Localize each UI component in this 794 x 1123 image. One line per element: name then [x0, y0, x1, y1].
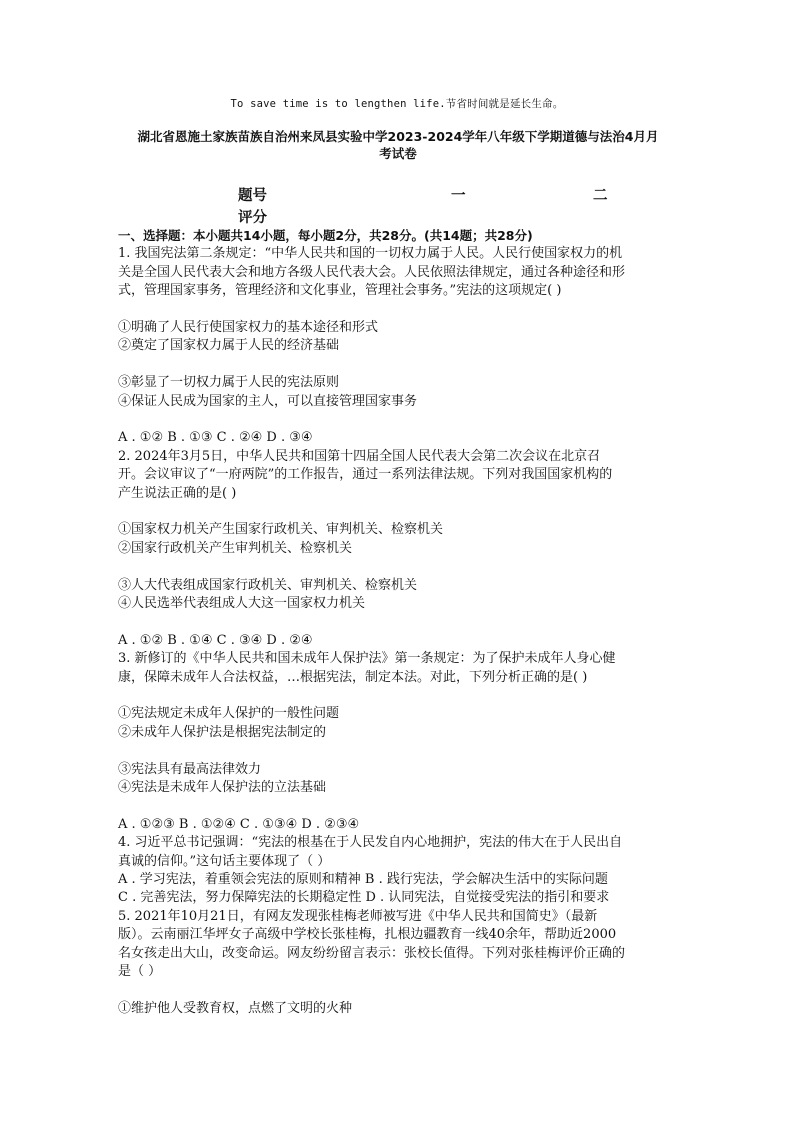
- exam-title: [118, 128, 678, 162]
- question-line: 真诚的信仰。”这句话主要体现了（ ）: [118, 853, 331, 869]
- blank-line: [118, 687, 678, 705]
- question-line: ②国家行政机关产生审判机关、检察机关: [118, 540, 353, 556]
- question-line: 4. 习近平总书记强调：“宪法的根基在于人民发自内心地拥护，宪法的伟大在于人民出自: [118, 835, 623, 851]
- question-line: ①宪法规定未成年人保护的一般性问题: [118, 706, 340, 722]
- question-line: 式，管理国家事务，管理经济和文化事业，管理社会事务。”宪法的这项规定( ): [118, 283, 562, 299]
- question-line: ③人大代表组成国家行政机关、审判机关、检察机关: [118, 577, 418, 593]
- exam-title-line-1: 湖北省恩施土家族苗族自治州来凤县实验中学2023-2024学年八年级下学期道德与法治4月月: [137, 129, 659, 144]
- question-line: 1. 我国宪法第二条规定：“中华人民共和国的一切权力属于人民。人民行使国家权力的机: [118, 246, 623, 262]
- score-table-col-2: 二: [593, 188, 608, 204]
- blank-line: [118, 503, 678, 521]
- section-heading: 一、选择题：本小题共14小题，每小题2分，共28分。(共14题；共28分): [118, 228, 533, 243]
- exam-content: [118, 227, 678, 1018]
- question-line: 关是全国人民代表大会和地方各级人民代表大会。人民依照法律规定，通过各种途径和形: [118, 264, 626, 280]
- question-line: ①国家权力机关产生国家行政机关、审判机关、检察机关: [118, 522, 444, 538]
- question-line: ④保证人民成为国家的主人，可以直接管理国家事务: [118, 393, 418, 409]
- score-table-col-1: 一: [451, 188, 466, 204]
- question-line: ②奠定了国家权力属于人民的经济基础: [118, 338, 340, 354]
- blank-line: [118, 797, 678, 815]
- question-line: 康，保障未成年人合法权益，…根据宪法，制定本法。对此，下列分析正确的是( ): [118, 669, 588, 685]
- question-line: ③彰显了一切权力属于人民的宪法原则: [118, 375, 340, 391]
- blank-line: [118, 301, 678, 319]
- blank-line: [118, 742, 678, 760]
- question-line: ①明确了人民行使国家权力的基本途径和形式: [118, 320, 379, 336]
- question-line: 产生说法正确的是( ): [118, 485, 237, 501]
- question-line: ④宪法是未成年人保护法的立法基础: [118, 780, 327, 796]
- question-line: 2. 2024年3月5日，中华人民共和国第十四届全国人民代表大会第二次会议在北京召: [118, 448, 601, 464]
- exam-title-line-2: 考试卷: [379, 146, 417, 161]
- question-line: ①维护他人受教育权，点燃了文明的火种: [118, 1000, 353, 1016]
- blank-line: [118, 613, 678, 631]
- score-table-score-label: 评分: [238, 210, 267, 226]
- question-line: ③宪法具有最高法律效力: [118, 761, 262, 777]
- question-line: A . 学习宪法，着重领会宪法的原则和精神 B . 践行宪法，学会解决生活中的实际问题: [118, 872, 608, 888]
- question-line: 版）。云南丽江华坪女子高级中学校长张桂梅，扎根边疆教育一线40余年，帮助近2000: [118, 927, 617, 943]
- question-line: 3. 新修订的《中华人民共和国未成年人保护法》第一条规定：为了保护未成年人身心健: [118, 651, 616, 667]
- question-line: ②未成年人保护法是根据宪法制定的: [118, 724, 327, 740]
- blank-line: [118, 411, 678, 429]
- question-line: A . ①② B . ①④ C . ③④ D . ②④: [118, 632, 313, 648]
- question-line: 开。会议审议了“一府两院”的工作报告，通过一系列法律法规。下列对我国国家机构的: [118, 467, 613, 483]
- question-line: ④人民选举代表组成人大这一国家权力机关: [118, 596, 366, 612]
- blank-line: [118, 558, 678, 576]
- score-table: [238, 184, 658, 228]
- question-line: 5. 2021年10月21日，有网友发现张桂梅老师被写进《中华人民共和国简史》（最新: [118, 908, 598, 924]
- motto-line: To save time is to lengthen life.节省时间就是延长生命。: [230, 98, 564, 110]
- question-line: A . ①②③ B . ①②④ C . ①③④ D . ②③④: [118, 816, 360, 832]
- question-line: 名女孩走出大山，改变命运。网友纷纷留言表示：张校长值得。下列对张桂梅评价正确的: [118, 945, 626, 961]
- question-line: A . ①② B . ①③ C . ②④ D . ③④: [118, 430, 313, 446]
- blank-line: [118, 982, 678, 1000]
- score-table-question-label: 题号: [238, 188, 267, 204]
- question-line: 是（ ）: [118, 964, 162, 980]
- question-lines: [118, 245, 678, 1018]
- blank-line: [118, 356, 678, 374]
- question-line: C . 完善宪法，努力保障宪法的长期稳定性 D . 认同宪法，自觉接受宪法的指引和要求: [118, 890, 610, 906]
